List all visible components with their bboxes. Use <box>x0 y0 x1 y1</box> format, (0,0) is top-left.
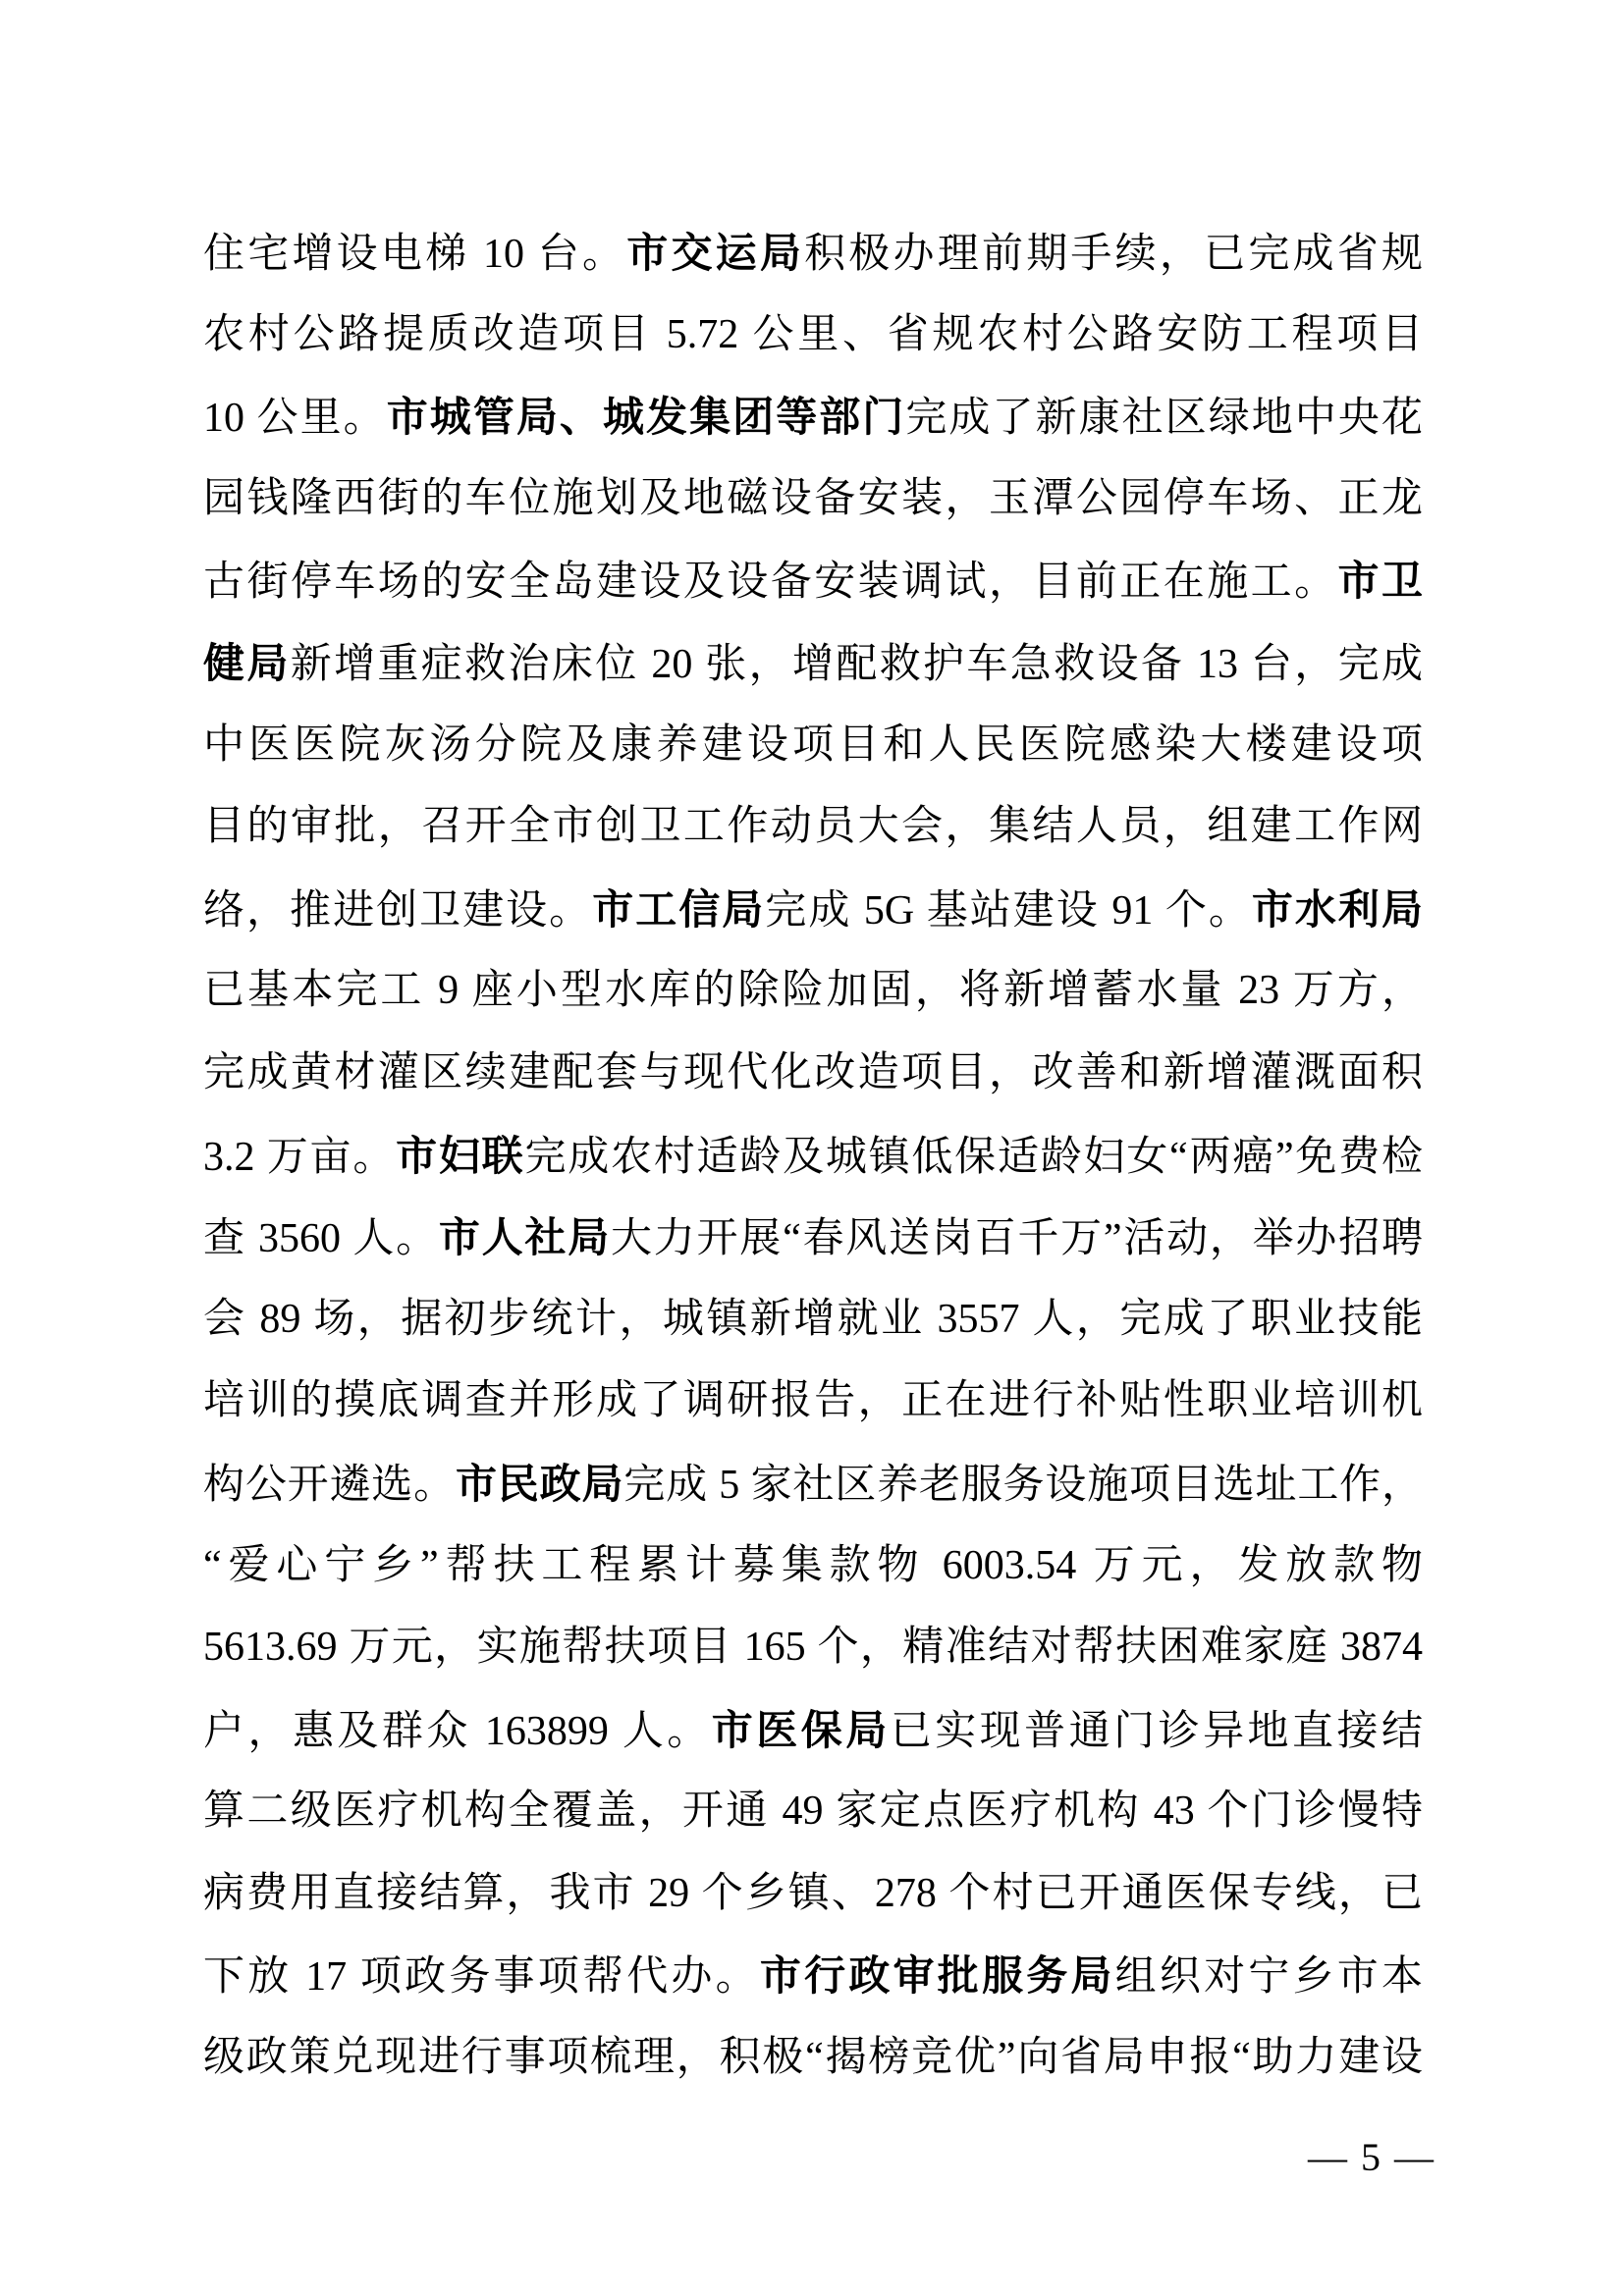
text-line-5 <box>203 540 1423 622</box>
text-line-10 <box>203 950 1423 1033</box>
department-name: 市人社局 <box>438 1214 611 1261</box>
text-line-23 <box>203 2017 1423 2100</box>
text-line-1 <box>203 212 1423 294</box>
body-text-segment: 培训的摸底调查并形成了调研报告，正在进行补贴性职业培训机 <box>203 1378 1423 1424</box>
text-line-16 <box>203 1443 1423 1525</box>
body-text <box>203 212 1423 2100</box>
text-line-7 <box>203 705 1423 787</box>
text-line-15 <box>203 1361 1423 1443</box>
body-text-segment: 新增重症救治床位 20 张，增配救护车急救设备 13 台，完成 <box>290 641 1423 687</box>
body-text-segment: 大力开展“春风送岗百千万”活动，举办招聘 <box>610 1216 1423 1262</box>
department-name: 市行政审批服务局 <box>759 1952 1115 2000</box>
body-text-segment: 目的审批，召开全市创卫工作动员大会，集结人员，组建工作网 <box>203 804 1423 850</box>
body-text-segment: 10 公里。 <box>203 396 387 442</box>
body-text-segment: 级政策兑现进行事项梳理，积极“揭榜竞优”向省局申报“助力建设 <box>203 2035 1423 2081</box>
body-text-segment: 3.2 万亩。 <box>203 1134 397 1180</box>
page-number: — 5 — <box>1308 2135 1435 2179</box>
body-text-segment: 络，推进创卫建设。 <box>203 887 593 934</box>
body-text-segment: 完成黄材灌区续建配套与现代化改造项目，改善和新增灌溉面积 <box>203 1049 1423 1095</box>
body-text-segment: “爱心宁乡”帮扶工程累计募集款物 6003.54 万元，发放款物 <box>203 1542 1423 1588</box>
body-text-segment: 会 89 场，据初步统计，城镇新增就业 3557 人，完成了职业技能 <box>203 1296 1423 1342</box>
text-line-9 <box>203 869 1423 951</box>
body-text-segment: 已基本完工 9 座小型水库的除险加固，将新增蓄水量 23 万方， <box>203 968 1423 1014</box>
text-line-22 <box>203 1935 1423 2017</box>
department-name: 健局 <box>203 639 291 686</box>
body-text-segment: 构公开遴选。 <box>203 1462 456 1508</box>
body-text-segment: 户，惠及群众 163899 人。 <box>203 1708 712 1754</box>
text-line-17 <box>203 1525 1423 1608</box>
department-name: 市交运局 <box>626 230 805 276</box>
text-line-6 <box>203 622 1423 705</box>
body-text-segment: 完成农村适龄及城镇低保适龄妇女“两癌”免费检 <box>524 1134 1423 1180</box>
body-text-segment: 古街停车场的安全岛建设及设备安装调试，目前正在施工。 <box>203 560 1338 606</box>
department-name: 市水利局 <box>1251 885 1423 933</box>
body-text-segment: 下放 17 项政务事项帮代办。 <box>203 1954 760 2001</box>
body-text-segment: 算二级医疗机构全覆盖，开通 49 家定点医疗机构 43 个门诊慢特 <box>203 1789 1423 1835</box>
text-line-4 <box>203 458 1423 541</box>
text-line-13 <box>203 1197 1423 1279</box>
body-text-segment: 完成 5 家社区养老服务设施项目选址工作， <box>623 1462 1423 1508</box>
text-line-8 <box>203 786 1423 869</box>
body-text-segment: 组织对宁乡市本 <box>1114 1954 1423 2001</box>
body-text-segment: 病费用直接结算，我市 29 个乡镇、278 个村已开通医保专线，已 <box>203 1870 1423 1916</box>
body-text-segment: 查 3560 人。 <box>203 1216 439 1262</box>
department-name: 市民政局 <box>455 1460 624 1507</box>
text-line-18 <box>203 1607 1423 1689</box>
body-text-segment: 中医医院灰汤分院及康养建设项目和人民医院感染大楼建设项 <box>203 721 1423 768</box>
body-text-segment: 完成了新康社区绿地中央花 <box>905 396 1423 442</box>
department-name: 市城管局、城发集团等部门 <box>386 394 906 441</box>
text-line-19 <box>203 1689 1423 1772</box>
body-text-segment: 积极办理前期手续，已完成省规 <box>804 232 1423 277</box>
body-text-segment: 完成 5G 基站建设 91 个。 <box>765 887 1252 934</box>
department-name: 市工信局 <box>592 885 766 933</box>
text-line-2 <box>203 294 1423 377</box>
text-line-11 <box>203 1033 1423 1115</box>
text-line-14 <box>203 1279 1423 1362</box>
text-line-20 <box>203 1771 1423 1853</box>
body-text-segment: 5613.69 万元，实施帮扶项目 165 个，精准结对帮扶困难家庭 3874 <box>203 1625 1423 1671</box>
text-line-3 <box>203 376 1423 458</box>
department-name: 市医保局 <box>711 1706 891 1753</box>
department-name: 市妇联 <box>396 1132 525 1179</box>
body-text-segment: 住宅增设电梯 10 台。 <box>203 232 627 277</box>
body-text-segment: 园钱隆西街的车位施划及地磁设备安装，玉潭公园停车场、正龙 <box>203 475 1423 521</box>
body-text-segment: 已实现普通门诊异地直接结 <box>890 1708 1423 1754</box>
department-name: 市卫 <box>1337 558 1423 605</box>
text-line-12 <box>203 1115 1423 1198</box>
body-text-segment: 农村公路提质改造项目 5.72 公里、省规农村公路安防工程项目 <box>203 311 1423 357</box>
text-line-21 <box>203 1853 1423 1936</box>
